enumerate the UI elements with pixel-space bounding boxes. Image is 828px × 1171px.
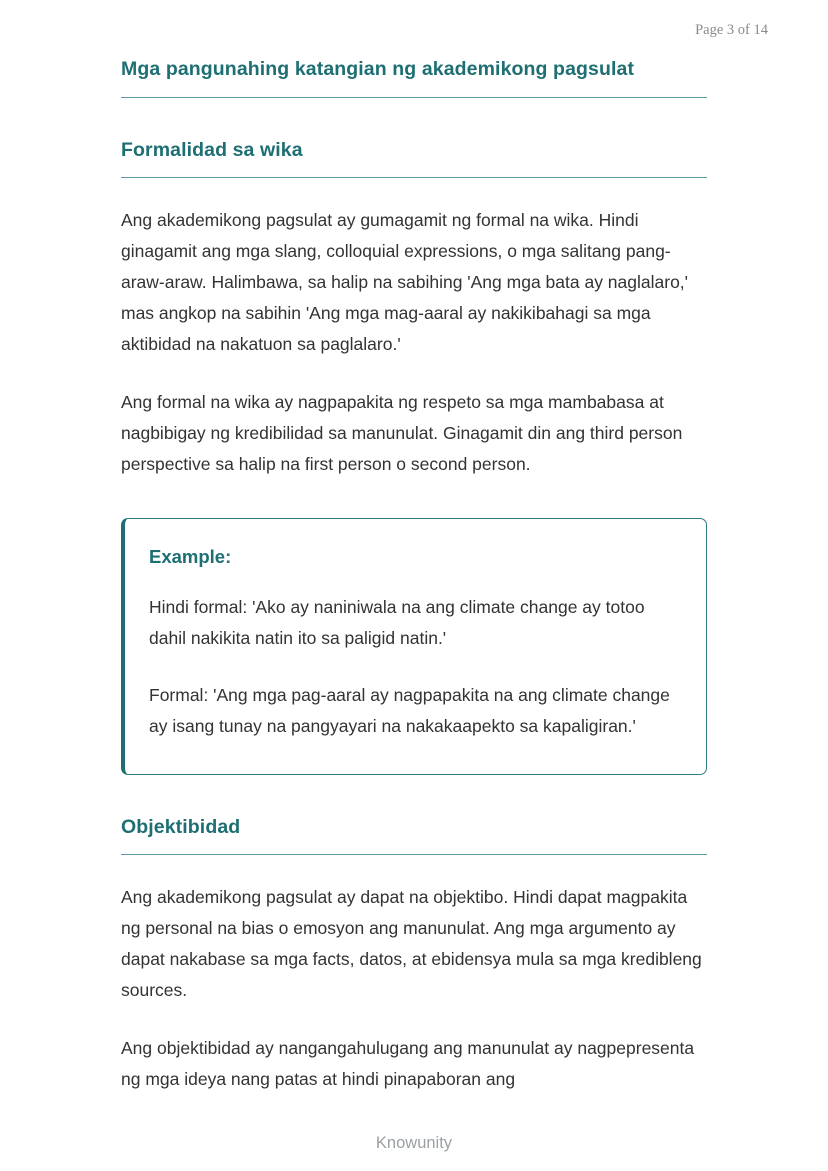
- section-heading-objektibidad: Objektibidad: [121, 816, 707, 855]
- footer-brand: Knowunity: [375, 1134, 453, 1152]
- formalidad-paragraph-2: Ang formal na wika ay nagpapakita ng respeto sa mga mambabasa at nagbibigay ng kredibilidad sa manunulat. Ginagamit din ang third person perspective sa halip na first person o second person.: [121, 392, 683, 474]
- section-heading-formalidad: Formalidad sa wika: [121, 139, 707, 178]
- example-box-label: Example:: [149, 546, 232, 567]
- page-number-indicator: Page 3 of 14: [695, 22, 768, 38]
- example-paragraph-formal: Formal: 'Ang mga pag-aaral ay nagpapakita na ang climate change ay isang tunay na pangyayari na nakakaapekto sa kapaligiran.': [149, 685, 670, 736]
- formalidad-paragraph-1: Ang akademikong pagsulat ay gumagamit ng formal na wika. Hindi ginagamit ang mga slang, colloquial expressions, o mga salitang pang-araw-araw. Halimbawa, sa halip na sabihing 'Ang mga bata ay naglalaro,' mas angkop na sabihin 'Ang mga mag-aaral ay nakikibahagi sa mga aktibidad na nakatuon sa paglalaro.': [121, 210, 689, 354]
- objektibidad-paragraph-1: Ang akademikong pagsulat ay dapat na objektibo. Hindi dapat magpakita ng personal na bias o emosyon ang manunulat. Ang mga argumento ay dapat nakabase sa mga facts, datos, at ebidensya mula sa mga kredibleng sources.: [121, 887, 702, 1000]
- example-callout-box: [121, 518, 707, 775]
- document-title: Mga pangunahing katangian ng akademikong pagsulat: [121, 58, 707, 98]
- objektibidad-paragraph-2: Ang objektibidad ay nangangahulugang ang manunulat ay nagpepresenta ng mga ideya nang patas at hindi pinapaboran ang: [121, 1038, 695, 1089]
- example-paragraph-informal: Hindi formal: 'Ako ay naniniwala na ang climate change ay totoo dahil nakikita natin ito sa paligid natin.': [149, 597, 645, 648]
